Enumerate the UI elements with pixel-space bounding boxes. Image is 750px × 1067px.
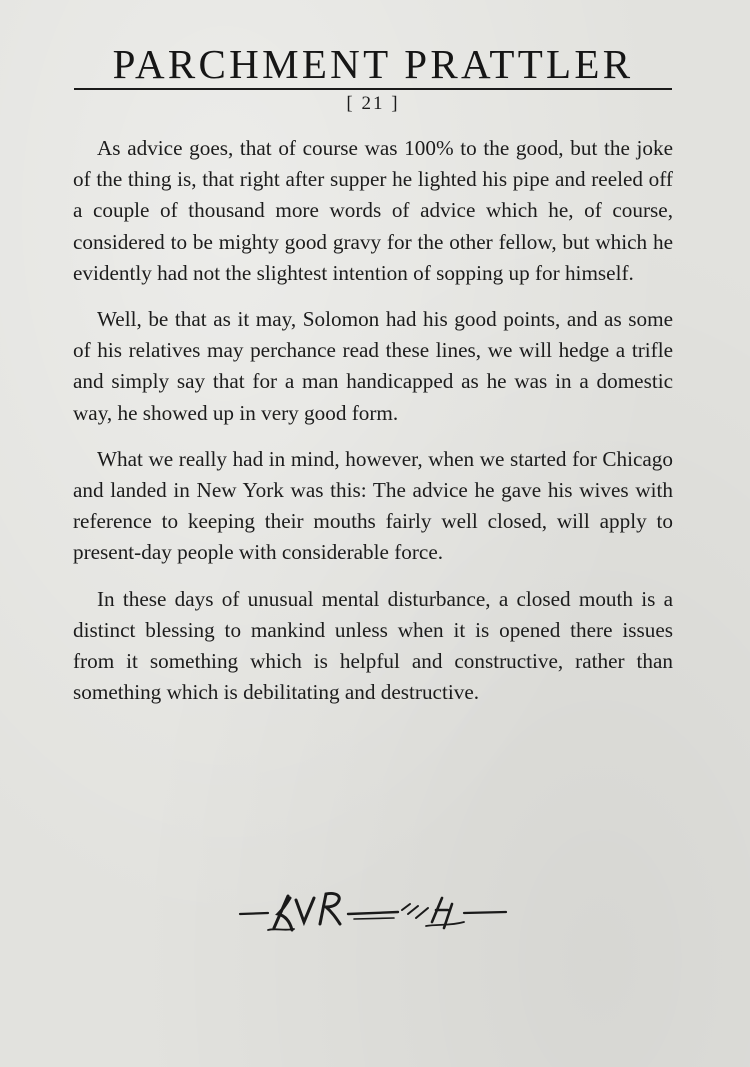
page-number: [ 21 ] [346,93,400,114]
paragraph-4: In these days of unusual mental disturbance, a closed mouth is a distinct blessing to mankind unless when it is opened there issues from it something which is helpful and constructive, rather than something which is debilitating and destructive. [73,586,673,705]
paragraph-2: Well, be that as it may, Solomon had his good points, and as some of his relatives may perchance read these lines, we will hedge a trifle and simply say that for a man handicapped as he was in a domestic way, he showed up in very good form. [73,307,673,425]
paragraph-3: What we really had in mind, however, when we started for Chicago and landed in New York was this: The advice he gave his wives with reference to keeping their mouths fairly well closed, will apply to present-day people with considerable force. [73,446,673,565]
title-rule [74,88,672,90]
paragraph-1: As advice goes, that of course was 100% to the good, but the joke of the thing is, that right after supper he lighted his pipe and reeled off a couple of thousand more words of advice which he, of course, considered to be mighty good gravy for the other fellow, but which he evidently had not the slightest intention of sopping up for himself. [73,136,673,285]
body-text [73,133,673,723]
handwritten-signature-icon [238,888,510,936]
page-title: PARCHMENT PRATTLER [112,41,634,87]
page-header [74,40,672,114]
